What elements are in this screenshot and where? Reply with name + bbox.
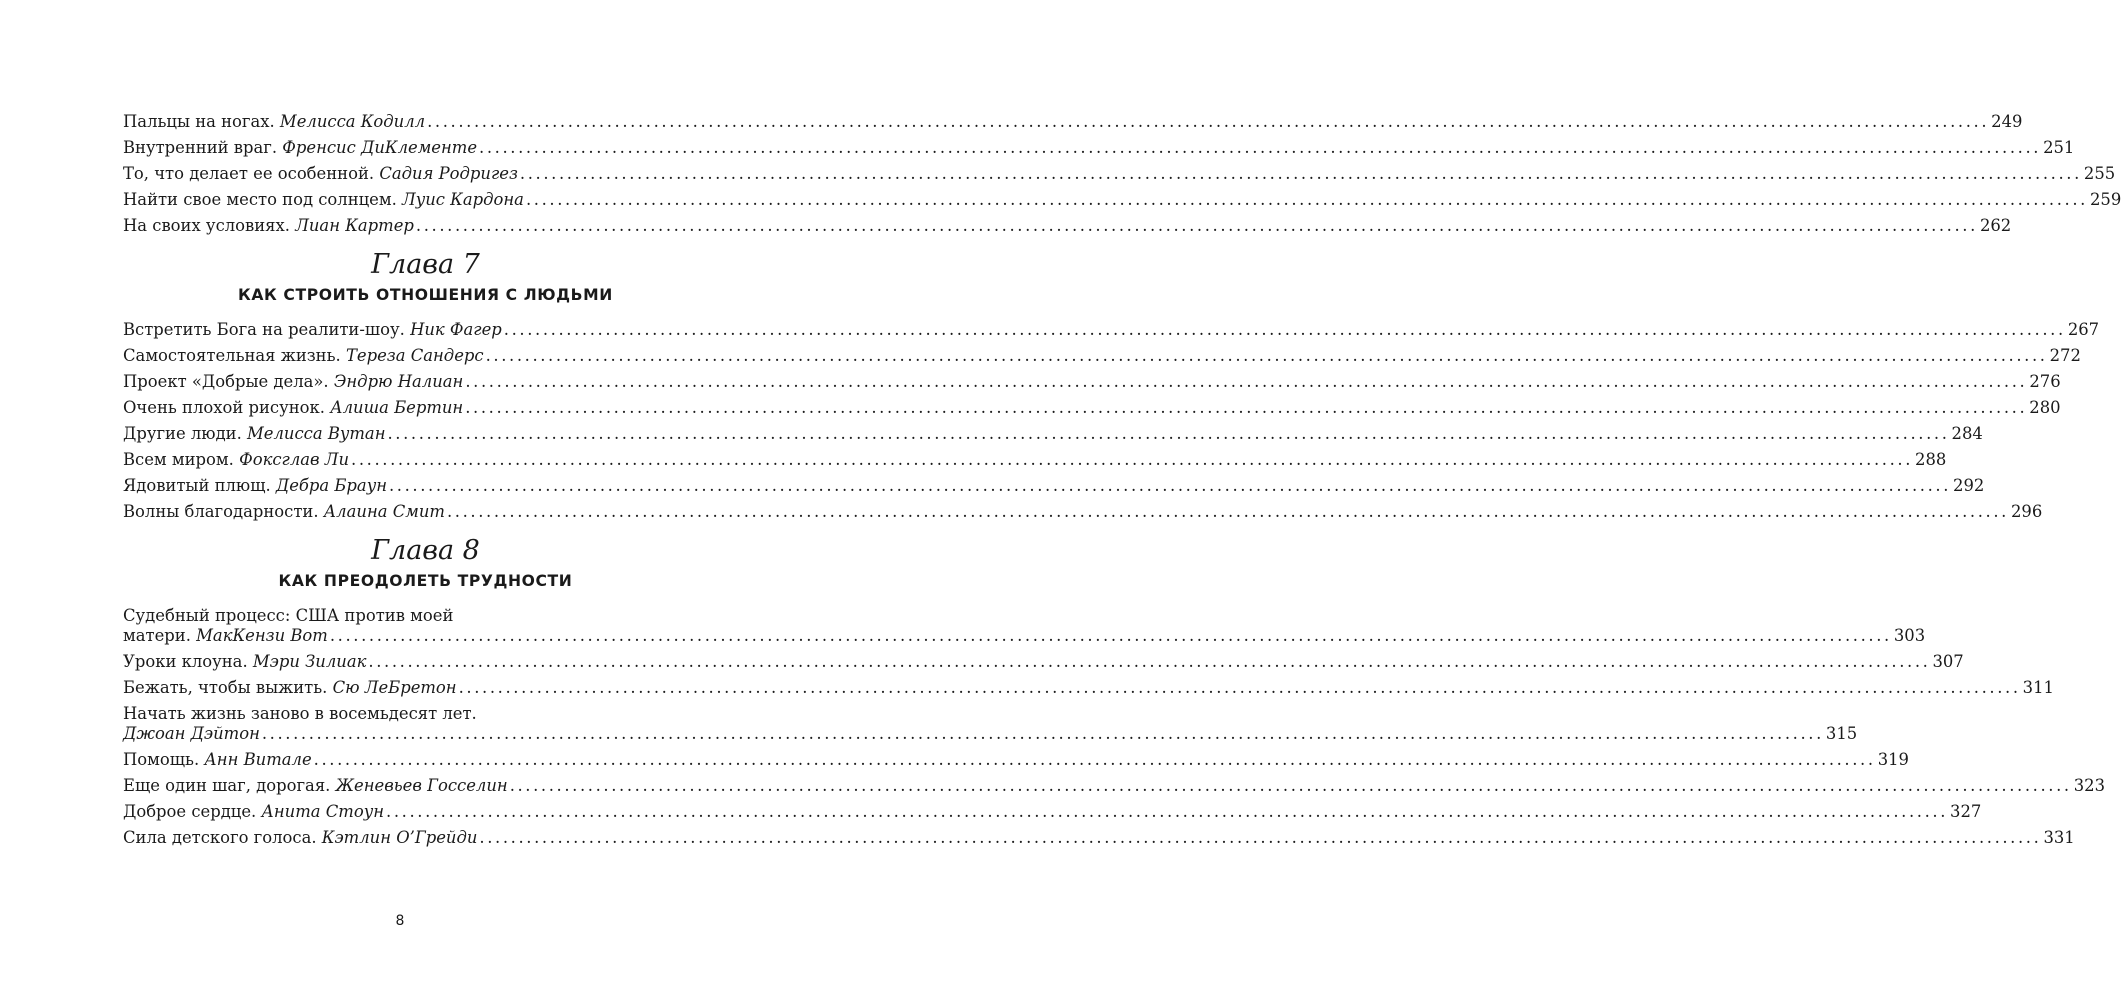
entry-author: Мелисса Вутан: [247, 424, 386, 443]
entry-author: Мэри Зилиак: [252, 652, 367, 671]
chapter-heading: Глава 8: [371, 535, 480, 566]
entry-title: Начать жизнь заново в восемьдесят лет.: [123, 704, 477, 723]
entry-title: Другие люди.: [123, 424, 248, 443]
entry-page-number: 292: [1953, 476, 1985, 495]
dot-leader: ........................................................................................................................................................................................................: [261, 724, 1824, 743]
toc-entry[interactable]: [123, 424, 1983, 444]
toc-entry[interactable]: [123, 476, 1985, 496]
entry-title: Сила детского голоса.: [123, 828, 322, 847]
toc-entry-line: [123, 828, 2075, 848]
entry-title: Пальцы на ногах.: [123, 112, 280, 131]
dot-leader: ........................................................................................................................................................................................................: [386, 802, 1949, 821]
entry-title: Всем миром.: [123, 450, 240, 469]
toc-entry-line: [123, 424, 1983, 444]
toc-entry[interactable]: [123, 776, 2106, 796]
toc-entry[interactable]: [123, 606, 1926, 646]
toc-entry-line: [123, 320, 2100, 340]
entry-title: То, что делает ее особенной.: [123, 164, 380, 183]
entry-author: Мелисса Кодилл: [279, 112, 426, 131]
toc-entry-line: [123, 216, 2012, 236]
entry-title: Очень плохой рисунок.: [123, 398, 331, 417]
dot-leader: ........................................................................................................................................................................................................: [351, 450, 1914, 469]
toc-entry[interactable]: [123, 398, 2061, 418]
entry-title: На своих условиях.: [123, 216, 296, 235]
dot-leader: ........................................................................................................................................................................................................: [458, 678, 2021, 697]
entry-title: Доброе сердце.: [123, 802, 262, 821]
entry-author: Фоксглав Ли: [239, 450, 350, 469]
dot-leader: ........................................................................................................................................................................................................: [465, 372, 2028, 391]
entry-title: Проект «Добрые дела».: [123, 372, 334, 391]
entry-page-number: 296: [2010, 502, 2043, 521]
toc-entry[interactable]: [123, 320, 2100, 340]
dot-leader: ........................................................................................................................................................................................................: [519, 164, 2082, 183]
toc-entry-line: [123, 398, 2061, 418]
dot-leader: ........................................................................................................................................................................................................: [387, 424, 1950, 443]
toc-entry[interactable]: [123, 190, 2121, 210]
toc-entry-line: [123, 652, 1964, 672]
entry-page-number: 303: [1893, 626, 1926, 645]
dot-leader: ........................................................................................................................................................................................................: [415, 216, 1978, 235]
toc-entry-line: [123, 704, 728, 724]
chapter-title: КАК СТРОИТЬ ОТНОШЕНИЯ С ЛЮДЬМИ: [238, 286, 613, 304]
toc-entry-line: [123, 678, 2054, 698]
toc-entry-line: [123, 138, 2075, 158]
toc-entry-line: [123, 450, 1947, 470]
table-of-contents: [123, 112, 2121, 854]
entry-page-number: 255: [2083, 164, 2116, 183]
toc-entry[interactable]: [123, 750, 1909, 770]
entry-author: Сю ЛеБретон: [332, 678, 457, 697]
entry-title: Внутренний враг.: [123, 138, 283, 157]
entry-title: Судебный процесс: США против моей: [123, 606, 454, 625]
entry-page-number: 249: [1991, 112, 2023, 131]
entry-page-number: 311: [2022, 678, 2054, 697]
entry-title: Бежать, чтобы выжить.: [123, 678, 333, 697]
entry-author: Луис Кардона: [402, 190, 524, 209]
entry-author: МакКензи Вот: [196, 626, 328, 645]
dot-leader: ........................................................................................................................................................................................................: [503, 320, 2066, 339]
entry-page-number: 288: [1915, 450, 1947, 469]
toc-entry[interactable]: [123, 828, 2075, 848]
entry-page-number: 272: [2049, 346, 2081, 365]
toc-entry[interactable]: [123, 216, 2012, 236]
dot-leader: ........................................................................................................................................................................................................: [389, 476, 1952, 495]
entry-title: Помощь.: [123, 750, 205, 769]
entry-title: Самостоятельная жизнь.: [123, 346, 346, 365]
toc-entry[interactable]: [123, 704, 1858, 744]
toc-entry[interactable]: [123, 802, 1982, 822]
toc-entry-line: [123, 802, 1982, 822]
entry-page-number: 323: [2073, 776, 2106, 795]
entry-title: Еще один шаг, дорогая.: [123, 776, 336, 795]
entry-author: Анита Стоун: [261, 802, 385, 821]
dot-leader: ........................................................................................................................................................................................................: [427, 112, 1990, 131]
dot-leader: ........................................................................................................................................................................................................: [368, 652, 1931, 671]
toc-entry[interactable]: [123, 652, 1964, 672]
chapter-title: КАК ПРЕОДОЛЕТЬ ТРУДНОСТИ: [278, 572, 573, 590]
toc-entry[interactable]: [123, 138, 2075, 158]
dot-leader: ........................................................................................................................................................................................................: [509, 776, 2072, 795]
entry-page-number: 327: [1950, 802, 1982, 821]
toc-entry[interactable]: [123, 346, 2081, 366]
dot-leader: ........................................................................................................................................................................................................: [485, 346, 2048, 365]
toc-entry[interactable]: [123, 450, 1947, 470]
toc-entry-line: [123, 502, 2043, 522]
entry-author: Алаина Смит: [323, 502, 445, 521]
entry-author: Женевьев Госселин: [335, 776, 508, 795]
dot-leader: ........................................................................................................................................................................................................: [479, 138, 2042, 157]
entry-title: Встретить Бога на реалити-шоу.: [123, 320, 411, 339]
entry-author: Френсис ДиКлементе: [282, 138, 478, 157]
toc-entry[interactable]: [123, 372, 2061, 392]
entry-author: Лиан Картер: [295, 216, 414, 235]
entry-author: Тереза Сандерс: [345, 346, 484, 365]
entry-author: Джоан Дэйтон: [123, 724, 260, 743]
toc-entry-line: [123, 112, 2023, 132]
chapter-heading: Глава 7: [371, 249, 480, 280]
entry-page-number: 331: [2043, 828, 2075, 847]
entry-title: Волны благодарности.: [123, 502, 324, 521]
page-number: 8: [395, 913, 405, 929]
entry-page-number: 315: [1825, 724, 1858, 743]
toc-entry-line: [123, 346, 2081, 366]
dot-leader: ........................................................................................................................................................................................................: [329, 626, 1892, 645]
entry-page-number: 276: [2029, 372, 2061, 391]
entry-title: Ядовитый плющ.: [123, 476, 276, 495]
toc-entry[interactable]: [123, 502, 2043, 522]
entry-page-number: 259: [2089, 190, 2121, 209]
entry-author: Анн Витале: [204, 750, 312, 769]
toc-entry[interactable]: [123, 678, 2054, 698]
toc-entry-line: [123, 372, 2061, 392]
toc-entry-line: [123, 190, 2121, 210]
entry-title: матери.: [123, 626, 197, 645]
entry-page-number: 307: [1932, 652, 1964, 671]
entry-page-number: 319: [1877, 750, 1909, 769]
entry-page-number: 280: [2029, 398, 2061, 417]
dot-leader: ........................................................................................................................................................................................................: [525, 190, 2088, 209]
dot-leader: ........................................................................................................................................................................................................: [313, 750, 1876, 769]
dot-leader: ........................................................................................................................................................................................................: [479, 828, 2042, 847]
entry-author: Эндрю Налиан: [333, 372, 464, 391]
entry-title: Найти свое место под солнцем.: [123, 190, 403, 209]
entry-author: Садия Родригез: [379, 164, 518, 183]
toc-entry-line: [123, 476, 1985, 496]
entry-page-number: 284: [1951, 424, 1983, 443]
entry-page-number: 267: [2067, 320, 2100, 339]
dot-leader: ........................................................................................................................................................................................................: [446, 502, 2009, 521]
entry-title: Уроки клоуна.: [123, 652, 253, 671]
toc-entry[interactable]: [123, 164, 2116, 184]
entry-page-number: 262: [1979, 216, 2012, 235]
entry-author: Ник Фагер: [410, 320, 502, 339]
toc-entry-line: [123, 606, 728, 626]
dot-leader: ........................................................................................................................................................................................................: [465, 398, 2028, 417]
toc-entry[interactable]: [123, 112, 2023, 132]
entry-author: Дебра Браун: [275, 476, 387, 495]
toc-entry-line: [123, 626, 1926, 646]
toc-entry-line: [123, 724, 1858, 744]
entry-author: Кэтлин О’Грейди: [321, 828, 478, 847]
toc-entry-line: [123, 164, 2116, 184]
toc-entry-line: [123, 750, 1909, 770]
toc-entry-line: [123, 776, 2106, 796]
entry-author: Алиша Бертин: [330, 398, 464, 417]
entry-page-number: 251: [2043, 138, 2075, 157]
